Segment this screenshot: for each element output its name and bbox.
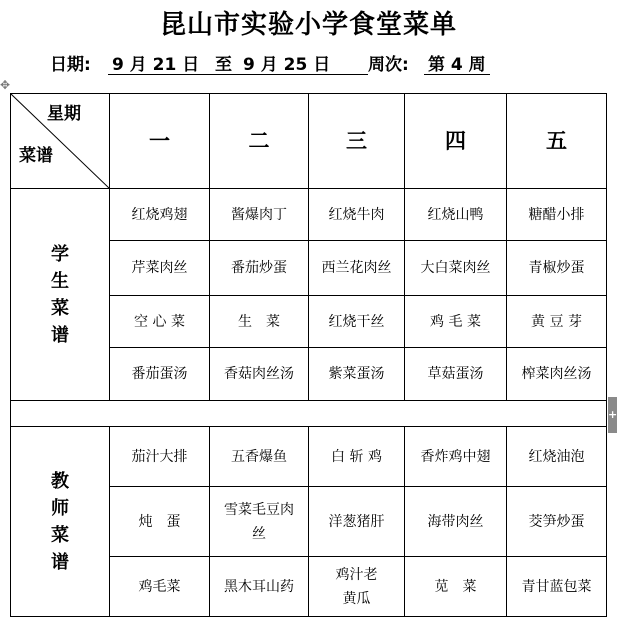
student-dish-cell: 紫菜蛋汤 — [309, 348, 405, 401]
student-dish-cell: 青椒炒蛋 — [507, 241, 607, 296]
spacer-row — [11, 401, 607, 427]
student-dish-cell: 红烧山鸭 — [405, 189, 507, 241]
teacher-dish-cell: 鸡汁老黄瓜 — [309, 557, 405, 617]
teacher-dish-cell: 五香爆鱼 — [210, 427, 309, 487]
corner-header-cell — [11, 94, 110, 189]
menu-title: 昆山市实验小学食堂菜单 — [159, 10, 457, 40]
student-dish-cell: 红烧鸡翅 — [110, 189, 210, 241]
student-dish-cell: 草菇蛋汤 — [405, 348, 507, 401]
teacher-menu-label — [11, 427, 110, 617]
menu-table — [10, 93, 607, 617]
teacher-row-1 — [11, 427, 607, 487]
teacher-dish-cell: 茄汁大排 — [110, 427, 210, 487]
teacher-dish-cell: 鸡毛菜 — [110, 557, 210, 617]
day-header-fri: 五 — [507, 94, 607, 189]
teacher-label-char: 菜 — [51, 524, 69, 546]
add-column-icon[interactable]: + — [608, 397, 617, 433]
student-dish-cell: 榨菜肉丝汤 — [507, 348, 607, 401]
teacher-dish-cell: 雪菜毛豆肉丝 — [210, 487, 309, 557]
teacher-dish-cell: 炖 蛋 — [110, 487, 210, 557]
student-dish-cell: 鸡 毛 菜 — [405, 296, 507, 348]
corner-dish-label: 菜谱 — [19, 146, 53, 166]
corner-weekday-label: 星期 — [47, 104, 81, 124]
student-dish-cell: 番茄炒蛋 — [210, 241, 309, 296]
teacher-dish-cell: 香炸鸡中翅 — [405, 427, 507, 487]
student-label-char: 学 — [51, 243, 69, 265]
student-dish-cell: 番茄蛋汤 — [110, 348, 210, 401]
student-dish-cell: 黄 豆 芽 — [507, 296, 607, 348]
student-label-char: 菜 — [51, 297, 69, 319]
day-header-mon: 一 — [110, 94, 210, 189]
day-header-wed: 三 — [309, 94, 405, 189]
teacher-dish-cell: 红烧油泡 — [507, 427, 607, 487]
teacher-label-char: 师 — [51, 497, 69, 519]
student-dish-cell: 香菇肉丝汤 — [210, 348, 309, 401]
teacher-dish-cell: 茭笋炒蛋 — [507, 487, 607, 557]
student-dish-cell: 空 心 菜 — [110, 296, 210, 348]
student-label-char: 生 — [51, 270, 69, 292]
table-move-handle-icon[interactable]: ✥ — [0, 78, 11, 92]
student-dish-cell: 酱爆肉丁 — [210, 189, 309, 241]
date-to: 至 — [215, 55, 232, 75]
week-label: 周次: — [368, 55, 409, 75]
student-menu-label — [11, 189, 110, 401]
spacer-cell — [11, 401, 607, 427]
student-label-char: 谱 — [51, 324, 69, 346]
header-row — [11, 94, 607, 189]
teacher-dish-cell: 黑木耳山药 — [210, 557, 309, 617]
student-dish-cell: 芹菜肉丝 — [110, 241, 210, 296]
teacher-dish-cell: 苋 菜 — [405, 557, 507, 617]
student-dish-cell: 大白菜肉丝 — [405, 241, 507, 296]
student-dish-cell: 生 菜 — [210, 296, 309, 348]
student-row-1 — [11, 189, 607, 241]
teacher-dish-cell: 洋葱猪肝 — [309, 487, 405, 557]
student-dish-cell: 红烧干丝 — [309, 296, 405, 348]
student-dish-cell: 西兰花肉丝 — [309, 241, 405, 296]
date-start: 9 月 21 日 — [112, 55, 200, 75]
day-header-thu: 四 — [405, 94, 507, 189]
date-end: 9 月 25 日 — [243, 55, 331, 75]
teacher-label-char: 教 — [51, 470, 69, 492]
student-dish-cell: 红烧牛肉 — [309, 189, 405, 241]
day-header-tue: 二 — [210, 94, 309, 189]
week-value: 第 4 周 — [428, 55, 486, 75]
teacher-label-char: 谱 — [51, 551, 69, 573]
teacher-dish-cell: 青甘蓝包菜 — [507, 557, 607, 617]
date-label: 日期: — [50, 55, 91, 75]
student-dish-cell: 糖醋小排 — [507, 189, 607, 241]
teacher-dish-cell: 海带肉丝 — [405, 487, 507, 557]
teacher-dish-cell: 白 斩 鸡 — [309, 427, 405, 487]
